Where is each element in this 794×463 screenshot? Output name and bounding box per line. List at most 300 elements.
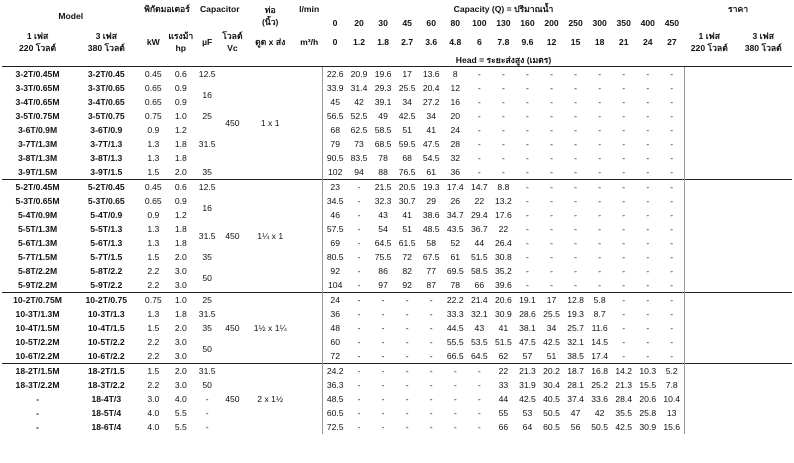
head-value: - (574, 97, 578, 107)
head-value: 51 (546, 351, 557, 361)
head-value: - (660, 180, 684, 195)
head-value: - (405, 408, 409, 418)
model-3ph: 3-7T/1.3 (90, 139, 123, 149)
head-value: - (539, 180, 563, 195)
head-value: 79 (330, 139, 340, 149)
head-value: - (357, 337, 361, 347)
head-value: - (395, 364, 419, 379)
table-row (2, 67, 792, 82)
price-1ph (684, 208, 734, 222)
uf-value: 25 (195, 293, 220, 308)
head-value: 53 (522, 408, 533, 418)
model-3ph: 5-7T/1.5 (90, 252, 123, 262)
price-1ph (684, 349, 734, 364)
model-3ph: 3-4T/0.65 (87, 97, 125, 107)
header-pipe (245, 2, 295, 30)
head-value: - (347, 293, 371, 308)
table-body (2, 67, 792, 435)
head-value: 22.6 (323, 67, 347, 82)
head-value: 46 (330, 210, 340, 220)
head-value: - (453, 408, 457, 418)
model-3ph: 18-2T/1.5 (73, 364, 139, 379)
head-value: 60.5 (543, 422, 560, 432)
head-value: 28.1 (567, 380, 584, 390)
kw-value: 0.45 (140, 180, 168, 195)
head-value: - (574, 280, 578, 290)
pipe-size: 1½ x 1¼ (245, 293, 295, 364)
spacer-cell (295, 406, 323, 420)
head-value: - (550, 266, 553, 276)
lmin-6: 100 (472, 18, 487, 28)
price-3ph (734, 194, 792, 208)
head-value: - (526, 125, 529, 135)
head-value: 38.6 (422, 210, 440, 220)
pipe-line1: ท่อ (264, 5, 276, 15)
spacer-cell (295, 180, 323, 195)
head-value: - (670, 252, 674, 262)
head-value: - (429, 408, 433, 418)
head-value: 21.5 (371, 180, 395, 195)
head-value: 26.4 (495, 238, 512, 248)
uf-value: 12.5 (195, 67, 220, 82)
head-value: - (598, 125, 602, 135)
head-value: 30.7 (398, 196, 416, 206)
spacer-cell (295, 392, 323, 406)
head-value: - (477, 111, 481, 121)
head-value: 16.8 (588, 364, 612, 379)
head-value: 23 (323, 180, 347, 195)
head-value: - (550, 111, 553, 121)
head-value: 20.4 (422, 83, 440, 93)
head-value: 58 (426, 238, 436, 248)
spacer-cell (295, 109, 323, 123)
lmin-0: 0 (332, 18, 338, 28)
head-value: - (598, 111, 602, 121)
head-value: 41 (498, 323, 509, 333)
head-value: 72.5 (326, 422, 344, 432)
table-row (2, 335, 792, 349)
head-value: - (598, 238, 602, 248)
head-value: 90.5 (326, 153, 344, 163)
price-1ph (684, 335, 734, 349)
head-value: 43 (378, 210, 388, 220)
head-value: 76.5 (398, 167, 416, 177)
head-value: 64.5 (374, 238, 392, 248)
head-value: 29.4 (470, 210, 488, 220)
model-1ph: 3-8T/1.3M (17, 153, 58, 163)
head-value: - (646, 252, 650, 262)
price-1ph (684, 250, 734, 264)
hp-value: 1.2 (174, 125, 187, 135)
head-value: 60 (330, 337, 340, 347)
head-value: 39.1 (374, 97, 392, 107)
model-1ph: 10-2T/0.75M (2, 293, 73, 308)
head-value: - (670, 238, 674, 248)
hp-value: 0.6 (167, 67, 195, 82)
header-capacitor: Capacitor (199, 4, 240, 14)
head-value: 48 (330, 323, 340, 333)
price-1ph (684, 420, 734, 434)
head-value: - (550, 139, 553, 149)
head-value: 33 (498, 380, 509, 390)
head-value: 11.6 (591, 323, 608, 333)
head-value: 20 (450, 111, 461, 121)
m3h-6: 6 (476, 37, 482, 47)
lmin-13: 400 (640, 18, 655, 28)
head-value: - (550, 167, 553, 177)
hp-value: 1.2 (174, 210, 187, 220)
vc-b: Vc (227, 43, 238, 53)
price-3ph (734, 165, 792, 180)
head-value: 102 (328, 167, 343, 177)
spacer-cell (295, 137, 323, 151)
head-value: 17.4 (591, 351, 608, 361)
head-value: 59.5 (398, 139, 416, 149)
head-value: - (526, 83, 529, 93)
price-3ph (734, 420, 792, 434)
head-value: - (357, 422, 361, 432)
lmin-12: 350 (616, 18, 631, 28)
head-value: - (670, 224, 674, 234)
head-value: - (550, 196, 553, 206)
lmin-7: 130 (496, 18, 511, 28)
spacer-cell (295, 165, 323, 180)
header-price-1ph (684, 30, 734, 54)
header-hp (167, 30, 195, 54)
head-value: 42.5 (615, 422, 633, 432)
head-value: 80.5 (326, 252, 344, 262)
head-value: - (477, 394, 481, 404)
head-value: - (526, 266, 529, 276)
model-1ph: - (36, 394, 39, 404)
table-row (2, 250, 792, 264)
head-value: 12.8 (564, 293, 588, 308)
m3ph-b: 380 โวลต์ (87, 43, 125, 53)
table-row (2, 194, 792, 208)
head-value: 8.7 (593, 309, 606, 319)
spacer-cell (295, 349, 323, 364)
model-1ph: 5-7T/1.5M (17, 252, 58, 262)
kw-value: 2.2 (147, 351, 160, 361)
price-1ph (684, 307, 734, 321)
kw-value: 0.65 (144, 97, 162, 107)
head-value: - (357, 196, 361, 206)
head-value: - (357, 394, 361, 404)
head-value: - (477, 153, 481, 163)
head-value: - (646, 139, 650, 149)
p1ph-b: 220 โวลต์ (690, 43, 728, 53)
hp-value: 2.0 (167, 364, 195, 379)
head-value: 72 (402, 252, 412, 262)
head-value: 57.5 (326, 224, 344, 234)
head-value: - (622, 309, 626, 319)
table-row (2, 378, 792, 392)
head-value: - (357, 266, 361, 276)
head-value: 51.5 (495, 337, 512, 347)
model-1ph: 5-6T/1.3M (17, 238, 58, 248)
price-3ph (734, 180, 792, 195)
hp-value: 1.0 (167, 293, 195, 308)
head-value: - (598, 153, 602, 163)
head-value: - (501, 167, 505, 177)
head-value: 29.3 (374, 83, 392, 93)
m1ph-a: 1 เฟส (26, 31, 49, 41)
head-value: - (574, 196, 578, 206)
head-value: - (574, 111, 578, 121)
head-value: 14.7 (467, 180, 491, 195)
model-3ph: 3-9T/1.5 (90, 167, 123, 177)
vc-value: 450 (220, 67, 245, 180)
head-value: - (477, 408, 481, 418)
model-3ph: 5-3T/0.65 (87, 196, 125, 206)
head-value: - (477, 167, 481, 177)
head-value: 50.5 (543, 408, 560, 418)
head-value: 36 (450, 167, 461, 177)
head-value: 64.5 (470, 351, 488, 361)
head-value: - (574, 252, 578, 262)
head-value: - (670, 125, 674, 135)
head-value: 50.5 (591, 422, 608, 432)
hp-value: 1.8 (174, 224, 187, 234)
hp-value: 0.9 (174, 196, 187, 206)
price-1ph (684, 378, 734, 392)
head-value: - (539, 67, 563, 82)
head-value: 20.6 (639, 394, 657, 404)
m3h-4: 3.6 (425, 37, 438, 47)
head-value: 60.5 (326, 408, 344, 418)
head-value: - (501, 139, 505, 149)
pump-performance-table (2, 2, 792, 434)
model-1ph: 10-3T/1.3M (15, 309, 60, 319)
model-1ph: 3-6T/0.9M (17, 125, 58, 135)
price-1ph (684, 81, 734, 95)
header-pipe-io: ดูด x ส่ง (255, 37, 286, 47)
lmin-10: 250 (568, 18, 583, 28)
head-value: - (526, 153, 529, 163)
price-3ph (734, 109, 792, 123)
kw-value: 3.0 (147, 394, 160, 404)
head-value: - (477, 422, 481, 432)
spacer-cell (295, 378, 323, 392)
head-value: - (598, 252, 602, 262)
price-3ph (734, 406, 792, 420)
head-value: 57 (522, 351, 533, 361)
header-lmin: l/min (299, 4, 320, 14)
head-value: 66 (474, 280, 485, 290)
head-value: - (670, 309, 674, 319)
head-value: - (550, 153, 553, 163)
head-value: - (646, 323, 650, 333)
model-1ph: 3-2T/0.45M (2, 67, 73, 82)
head-value: 73 (354, 139, 364, 149)
spacer-cell (295, 335, 323, 349)
head-value: 37.4 (567, 394, 584, 404)
head-value: - (612, 67, 636, 82)
head-value: - (526, 196, 529, 206)
kw-value: 1.5 (147, 323, 160, 333)
head-value: - (574, 238, 578, 248)
head-value: 44 (498, 394, 509, 404)
head-value: - (646, 97, 650, 107)
price-1ph (684, 95, 734, 109)
header-price-3ph (734, 30, 792, 54)
price-3ph (734, 392, 792, 406)
head-value: - (515, 67, 539, 82)
head-value: - (526, 97, 529, 107)
price-1ph (684, 264, 734, 278)
model-3ph: 18-5T/4 (91, 408, 122, 418)
head-value: 55 (498, 408, 509, 418)
price-3ph (734, 321, 792, 335)
head-value: - (574, 210, 578, 220)
head-value: 62 (498, 351, 509, 361)
head-value: - (646, 125, 650, 135)
kw-value: 0.65 (144, 196, 162, 206)
hp-value: 0.9 (174, 83, 187, 93)
hp-value: 2.0 (174, 323, 187, 333)
head-value: 48.5 (422, 224, 440, 234)
model-1ph: - (36, 422, 39, 432)
head-value: 33.9 (326, 83, 344, 93)
hp-value: 1.8 (174, 139, 187, 149)
head-value: - (357, 408, 361, 418)
vc-value: 450 (220, 180, 245, 293)
spacer-cell (295, 307, 323, 321)
head-value: 36.3 (326, 380, 344, 390)
header-head: Head = ระยะส่งสูง (เมตร) (323, 54, 684, 67)
head-value: - (467, 364, 491, 379)
hp-value: 3.0 (174, 280, 187, 290)
header-1ph (2, 30, 73, 54)
table-row (2, 349, 792, 364)
head-value: 75.5 (374, 252, 392, 262)
model-1ph: 3-4T/0.65M (15, 97, 60, 107)
head-value: 72 (330, 351, 340, 361)
table-row (2, 293, 792, 308)
header-uf: µF (202, 37, 213, 47)
head-value: - (670, 351, 674, 361)
head-value: 20.9 (347, 67, 371, 82)
head-value: 27.2 (422, 97, 440, 107)
head-value: - (453, 394, 457, 404)
head-value: - (443, 364, 467, 379)
model-3ph: 5-9T/2.2 (90, 280, 123, 290)
kw-value: 1.5 (147, 252, 160, 262)
header-kw: kW (146, 37, 160, 47)
head-value: - (429, 323, 433, 333)
head-value: - (381, 380, 385, 390)
head-value: - (670, 337, 674, 347)
uf-value: 16 (202, 90, 212, 100)
price-1ph (684, 321, 734, 335)
head-value: 78 (450, 280, 461, 290)
head-value: 43.5 (446, 224, 464, 234)
head-value: - (670, 153, 674, 163)
head-value: 22 (498, 224, 509, 234)
head-value: 17 (539, 293, 563, 308)
head-value: - (405, 337, 409, 347)
head-value: 30.8 (495, 252, 512, 262)
price-1ph (684, 278, 734, 293)
head-value: - (660, 67, 684, 82)
model-3ph: 5-5T/1.3 (90, 224, 123, 234)
price-3ph (734, 349, 792, 364)
kw-value: 1.5 (147, 167, 160, 177)
uf-value: 35 (202, 167, 212, 177)
head-value: - (670, 266, 674, 276)
model-1ph: 5-2T/0.45M (2, 180, 73, 195)
price-1ph (684, 109, 734, 123)
price-3ph (734, 250, 792, 264)
head-value: - (622, 266, 626, 276)
model-1ph: 3-3T/0.65M (15, 83, 60, 93)
m3h-8: 9.6 (521, 37, 534, 47)
model-1ph: 5-9T/2.2M (17, 280, 58, 290)
spacer-cell (295, 123, 323, 137)
model-3ph: 5-6T/1.3 (90, 238, 123, 248)
head-value: - (467, 67, 491, 82)
head-value: 88 (378, 167, 388, 177)
head-value: 41 (426, 125, 436, 135)
model-1ph: 18-3T/2.2M (15, 380, 60, 390)
head-value: - (670, 167, 674, 177)
head-value: 69.5 (446, 266, 464, 276)
kw-value: 2.2 (147, 380, 160, 390)
head-value: - (491, 67, 515, 82)
head-value: - (429, 422, 433, 432)
head-value: 8 (443, 67, 467, 82)
head-value: 58.5 (374, 125, 392, 135)
head-value: 25.8 (639, 408, 657, 418)
pipe-size: 1 x 1 (245, 67, 295, 180)
head-value: 38.1 (519, 323, 536, 333)
model-3ph: 5-2T/0.45 (73, 180, 139, 195)
model-3ph: 3-8T/1.3 (90, 153, 123, 163)
head-value: 20.6 (491, 293, 515, 308)
head-value: - (429, 380, 433, 390)
uf-value: 50 (202, 344, 212, 354)
head-value: - (646, 337, 650, 347)
m3h-2: 1.8 (377, 37, 390, 47)
price-1ph (684, 364, 734, 379)
head-value: 42 (594, 408, 605, 418)
head-value: - (670, 280, 674, 290)
m3h-10: 15 (570, 37, 581, 47)
model-1ph: 3-7T/1.3M (17, 139, 58, 149)
kw-value: 1.3 (147, 238, 160, 248)
uf-value: 50 (202, 380, 212, 390)
head-value: - (646, 351, 650, 361)
head-value: - (477, 97, 481, 107)
head-value: 28 (450, 139, 461, 149)
model-3ph: 5-4T/0.9 (90, 210, 123, 220)
header-m3h: m³/h (300, 37, 319, 47)
head-value: 97 (378, 280, 388, 290)
hp-value: 3.0 (174, 337, 187, 347)
head-value: - (564, 180, 588, 195)
head-value: 35.2 (495, 266, 512, 276)
kw-value: 4.0 (147, 422, 160, 432)
head-value: - (381, 408, 385, 418)
head-value: - (574, 266, 578, 276)
head-value: - (670, 111, 674, 121)
hp-value: 3.0 (174, 380, 187, 390)
head-value: - (550, 238, 553, 248)
head-value: 34 (426, 111, 436, 121)
head-value: 56 (570, 422, 581, 432)
m3h-11: 18 (594, 37, 605, 47)
head-value: - (405, 323, 409, 333)
